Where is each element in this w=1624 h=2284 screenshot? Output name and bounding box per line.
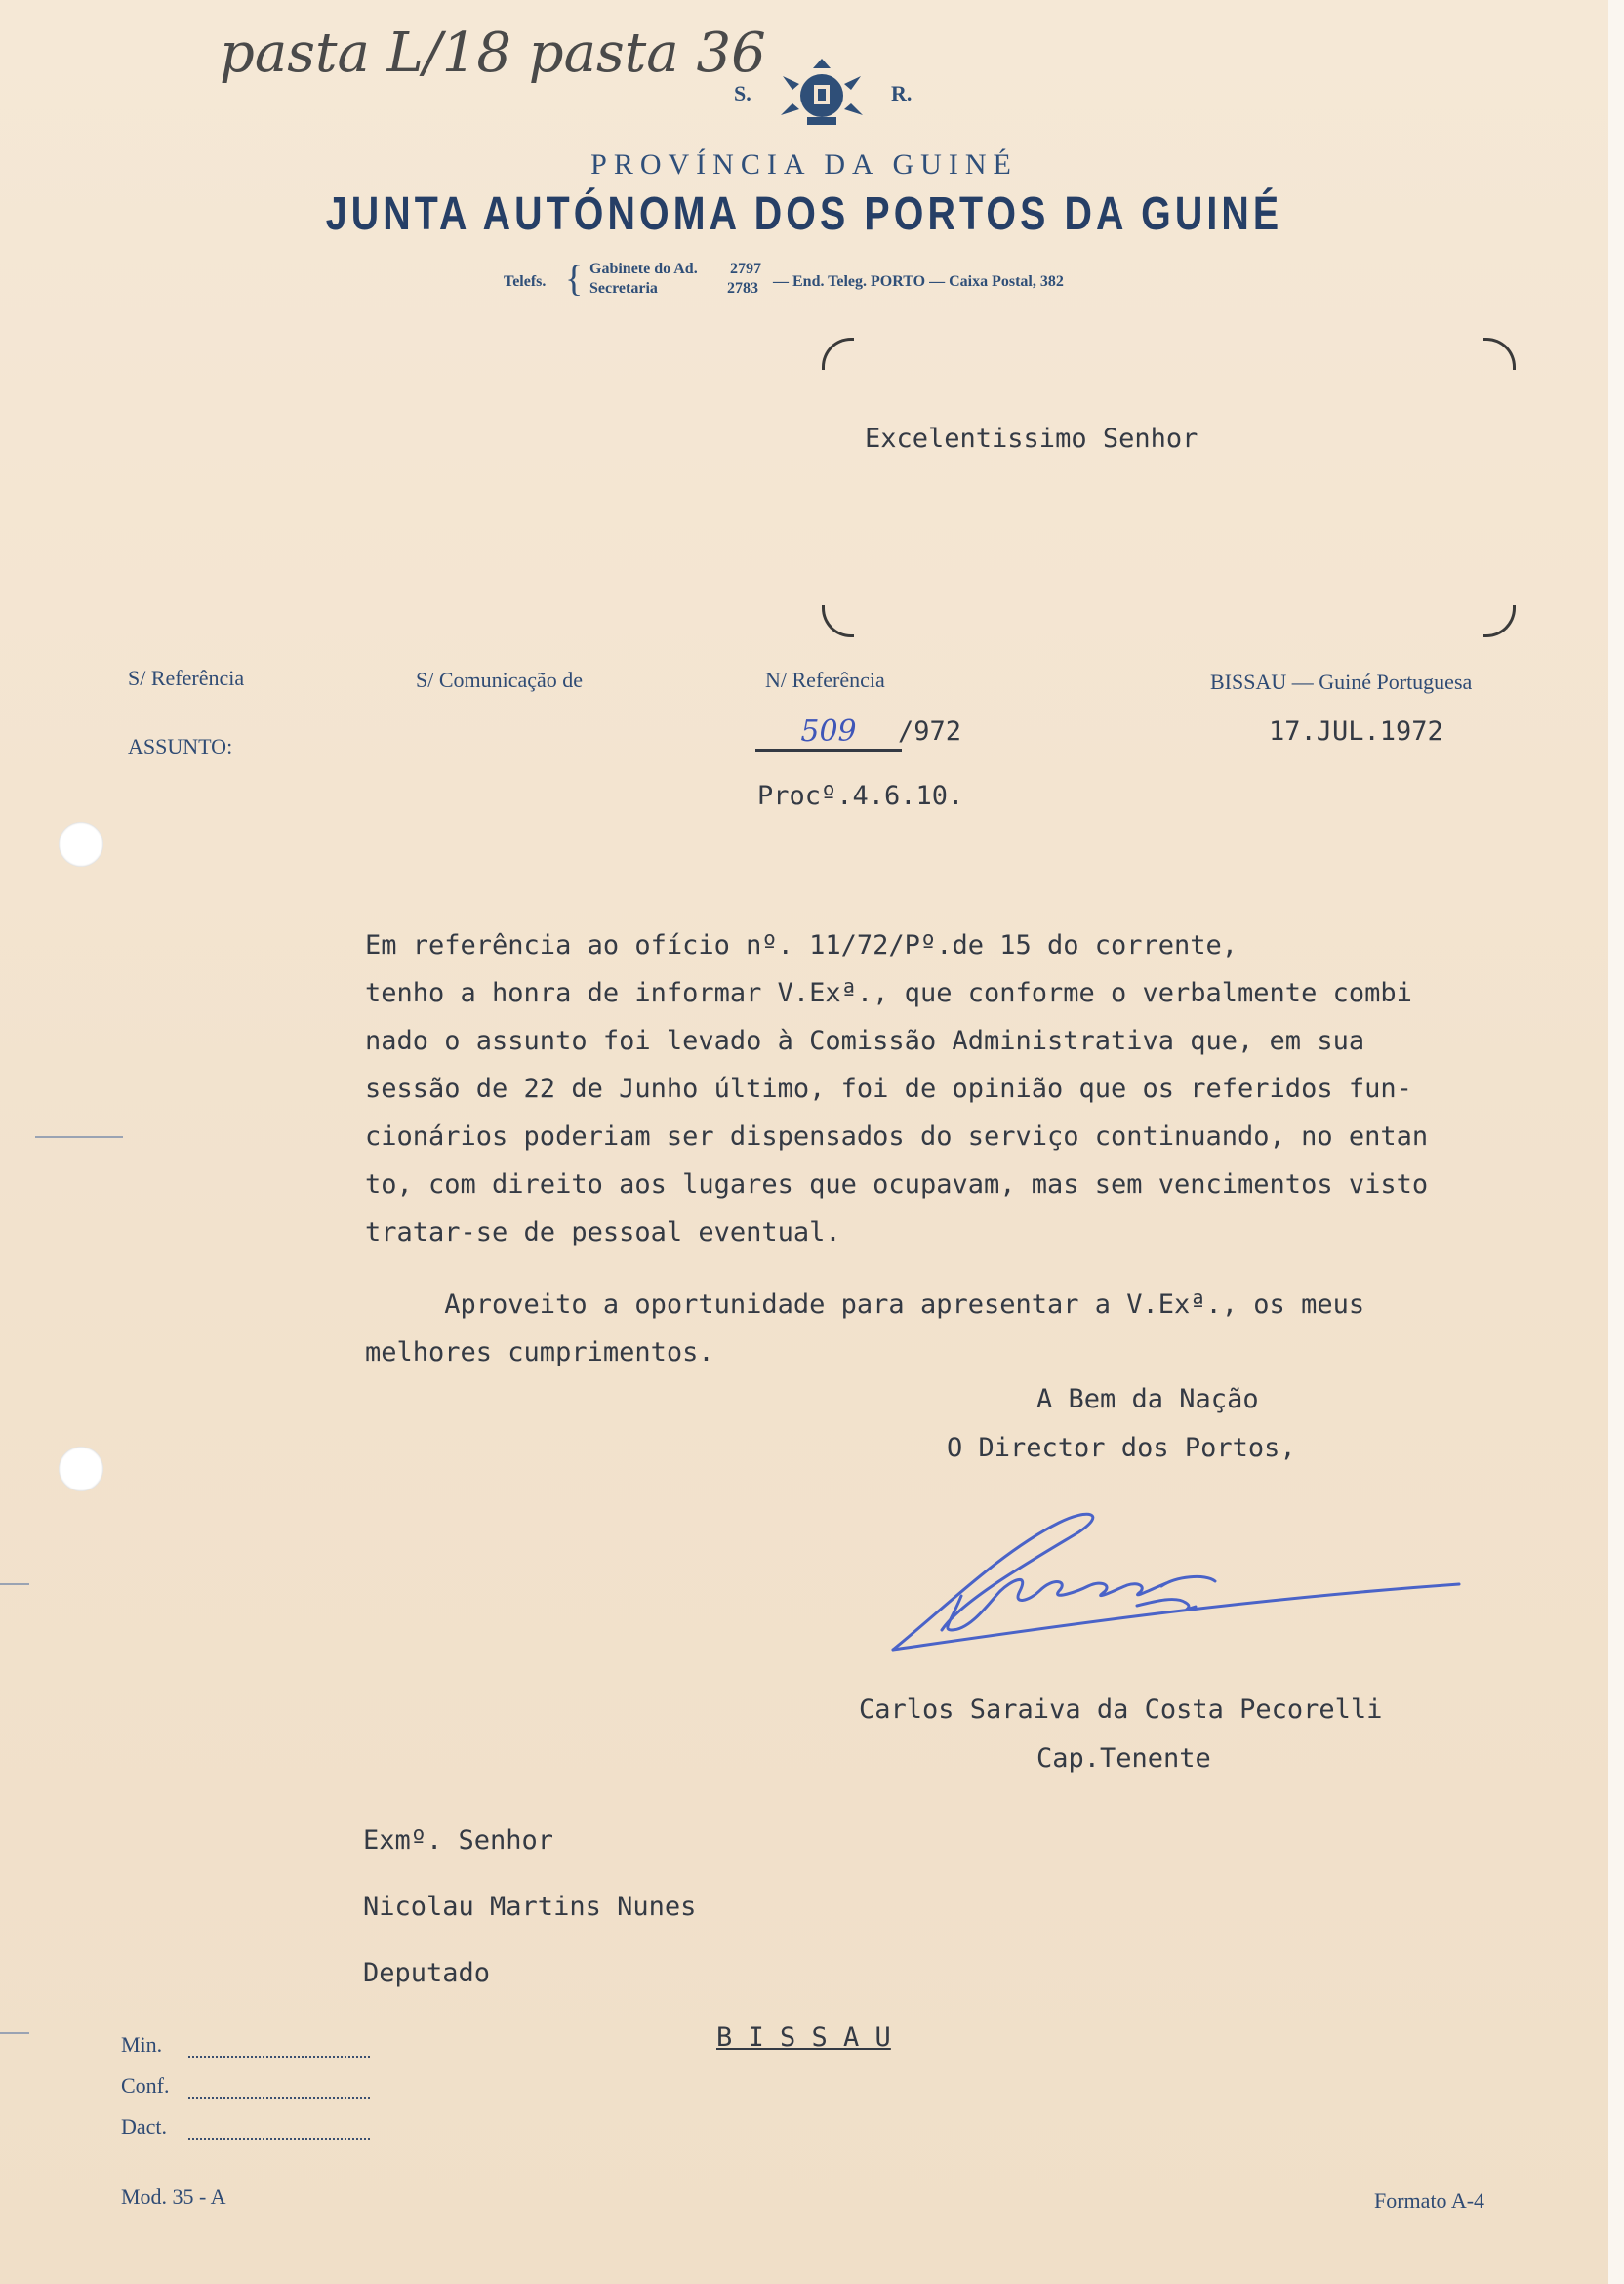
- signatory-rank: Cap.Tenente: [1036, 1743, 1211, 1774]
- min-line: [188, 2056, 370, 2058]
- addressee-name: Nicolau Martins Nunes: [363, 1892, 697, 1922]
- process-number: Procº.4.6.10.: [757, 781, 964, 811]
- organization-heading: JUNTA AUTÓNOMA DOS PORTOS DA GUINÉ: [325, 188, 1283, 240]
- punch-hole-top: [59, 822, 103, 867]
- body-paragraph-2: Aproveito a oportunidade para apresentar a V.Exª., os meus melhores cumprimentos.: [365, 1289, 1365, 1367]
- handwritten-note: pasta L/18 pasta 36: [220, 21, 766, 85]
- telefs-label: Telefs.: [504, 273, 547, 290]
- addressee-salutation: Exmº. Senhor: [363, 1825, 554, 1856]
- addressee-title: Deputado: [363, 1958, 491, 1988]
- window-corner-bottom-left: [822, 605, 854, 637]
- margin-tick: [35, 1136, 123, 1138]
- window-corner-bottom-right: [1483, 605, 1516, 637]
- reference-year: /972: [898, 716, 962, 747]
- window-corner-top-left: [822, 338, 854, 370]
- province-heading: PROVÍNCIA DA GUINÉ: [590, 148, 1018, 181]
- margin-tick: [0, 1583, 29, 1585]
- dact-line: [188, 2138, 370, 2140]
- telefs-brace: {: [565, 259, 584, 300]
- conf-line: [188, 2097, 370, 2099]
- closing-line-1: A Bem da Nação: [1036, 1384, 1259, 1414]
- s-referencia-label: S/ Referência: [128, 666, 245, 690]
- conf-label: Conf.: [121, 2073, 170, 2098]
- reference-handwritten: 509: [800, 714, 857, 749]
- signatory-name: Carlos Saraiva da Costa Pecorelli: [859, 1694, 1383, 1725]
- margin-tick: [0, 2032, 29, 2034]
- closing-line-2: O Director dos Portos,: [947, 1433, 1296, 1463]
- letter-date: 17.JUL.1972: [1269, 716, 1443, 747]
- handwritten-signature: [883, 1493, 1469, 1664]
- reference-number: [755, 714, 902, 752]
- format-label: Formato A-4: [1374, 2188, 1485, 2213]
- punch-hole-bottom: [59, 1447, 103, 1491]
- gabinete-number: 2797: [730, 261, 761, 277]
- secretaria-number: 2783: [727, 280, 758, 297]
- assunto-label: ASSUNTO:: [128, 734, 233, 758]
- min-label: Min.: [121, 2032, 163, 2057]
- dact-label: Dact.: [121, 2114, 168, 2139]
- s-comunicacao-label: S/ Comunicação de: [416, 668, 584, 692]
- model-label: Mod. 35 - A: [121, 2184, 226, 2209]
- addressee-city: B I S S A U: [716, 2022, 891, 2053]
- secretaria-label: Secretaria: [589, 280, 658, 297]
- page-edge: [1608, 0, 1624, 2284]
- window-corner-top-right: [1483, 338, 1516, 370]
- body-paragraph-1: Em referência ao ofício nº. 11/72/Pº.de 15 do corrente, tenho a honra de informar V.Exª., que conforme o verbalmente combi nado o assunto foi levado à Comissão Administrativa que, em sua sessão de 22 de Junho último, foi de opinião que os referidos fun- cionários poderiam ser dispensados do serviço continuando, no entan to, com direito aos lugares que ocupavam, mas sem vencimentos visto tratar-se de pessoal eventual.: [365, 930, 1429, 1247]
- gabinete-label: Gabinete do Ad.: [589, 261, 698, 277]
- place-label: BISSAU — Guiné Portuguesa: [1210, 670, 1473, 694]
- n-referencia-label: N/ Referência: [765, 668, 885, 692]
- coat-of-arms-emblem: [778, 59, 866, 137]
- salutation: Excelentissimo Senhor: [865, 424, 1198, 454]
- contact-line: — End. Teleg. PORTO — Caixa Postal, 382: [773, 273, 1064, 290]
- seal-letter-r: R.: [891, 81, 913, 105]
- seal-letter-s: S.: [734, 81, 751, 105]
